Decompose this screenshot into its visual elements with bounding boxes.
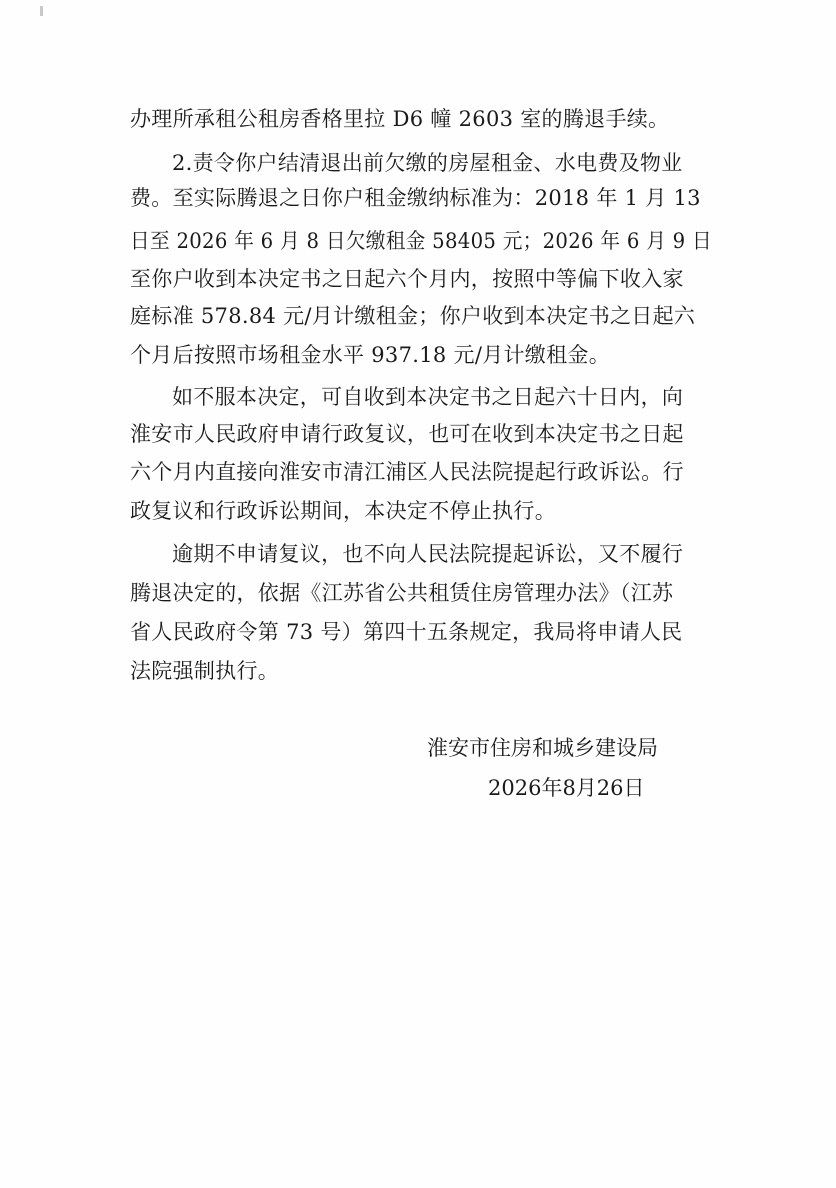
body-line-14: 省人民政府令第 73 号）第四十五条规定，我局将申请人民 [130, 620, 683, 644]
body-line-12: 逾期不申请复议，也不向人民法院提起诉讼，又不履行 [172, 542, 684, 566]
body-line-7: 个月后按照市场租金水平 937.18 元/月计缴租金。 [130, 343, 611, 367]
body-line-13: 腾退决定的，依据《江苏省公共租赁住房管理办法》（江苏 [130, 581, 674, 605]
body-line-15: 法院强制执行。 [130, 659, 280, 683]
body-line-10: 六个月内直接向淮安市清江浦区人民法院提起行政诉讼。行 [130, 460, 684, 484]
body-line-8: 如不服本决定，可自收到本决定书之日起六十日内，向 [172, 385, 684, 409]
body-line-11: 政复议和行政诉讼期间，本决定不停止执行。 [130, 499, 556, 523]
body-line-3: 费。至实际腾退之日你户租金缴纳标准为：2018 年 1 月 13 [130, 186, 701, 210]
body-line-5: 至你户收到本决定书之日起六个月内，按照中等偏下收入家 [130, 267, 684, 291]
body-line-2: 2.责令你户结清退出前欠缴的房屋租金、水电费及物业 [172, 151, 683, 175]
body-line-4: 日至 2026 年 6 月 8 日欠缴租金 58405 元；2026 年 6 月 9 日 [130, 229, 712, 253]
issuer-name: 淮安市住房和城乡建设局 [427, 736, 658, 760]
body-line-6: 庭标准 578.84 元/月计缴租金；你户收到本决定书之日起六 [130, 304, 696, 328]
issue-date: 2026年8月26日 [488, 776, 645, 800]
body-line-9: 淮安市人民政府申请行政复议，也可在收到本决定书之日起 [130, 422, 684, 446]
scan-mark [40, 6, 43, 16]
body-line-1: 办理所承租公租房香格里拉 D6 幢 2603 室的腾退手续。 [130, 107, 670, 131]
